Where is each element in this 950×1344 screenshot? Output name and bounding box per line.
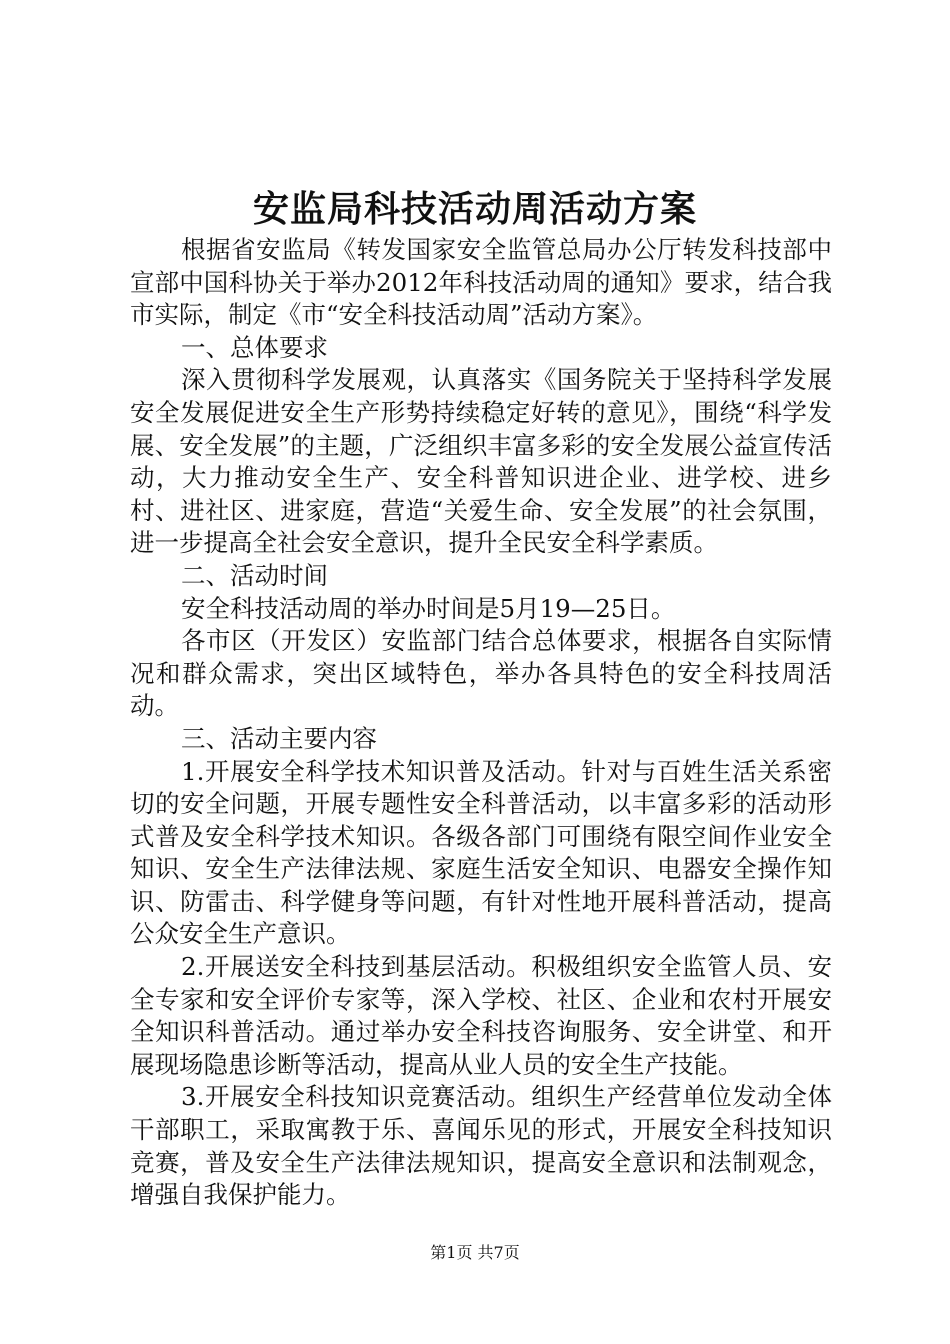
intro-paragraph: 根据省安监局《转发国家安全监管总局办公厅转发科技部中宣部中国科协关于举办2012年科技活动周的通知》要求，结合我市实际，制定《市“安全科技活动周”活动方案》。 — [130, 235, 832, 330]
document-title: 安监局科技活动周活动方案 — [252, 188, 697, 230]
document-body — [130, 234, 832, 1212]
section-heading-main-content: 三、活动主要内容 — [181, 723, 377, 753]
content-item-3: 3.开展安全科技知识竞赛活动。组织生产经营单位发动全体干部职工，采取寓教于乐、喜闻乐见的形式，开展安全科技知识竞赛，普及安全生产法律法规知识，提高安全意识和法制观念，增强自我保护能力。 — [130, 1082, 832, 1210]
page-number-footer: 第1页 共7页 — [430, 1243, 520, 1262]
content-item-2: 2.开展送安全科技到基层活动。积极组织安全监管人员、安全专家和安全评价专家等，深入学校、社区、企业和农村开展安全知识科普活动。通过举办安全科技咨询服务、安全讲堂、和开展现场隐患诊断等活动，提高从业人员的安全生产技能。 — [130, 952, 832, 1079]
section-heading-general-requirements: 一、总体要求 — [181, 332, 328, 362]
section-heading-activity-time: 二、活动时间 — [181, 560, 328, 590]
activity-time-paragraph: 安全科技活动周的举办时间是5月19—25日。 — [181, 593, 676, 623]
content-item-1: 1.开展安全科学技术知识普及活动。针对与百姓生活关系密切的安全问题，开展专题性安全科普活动，以丰富多彩的活动形式普及安全科学技术知识。各级各部门可围绕有限空间作业安全知识、安全生产法律法规、家庭生活安全知识、电器安全操作知识、防雷击、科学健身等问题，有针对性地开展科普活动，提高公众安全生产意识。 — [130, 756, 832, 949]
general-requirements-paragraph: 深入贯彻科学发展观，认真落实《国务院关于坚持科学发展安全发展促进安全生产形势持续稳定好转的意见》，围绕“科学发展、安全发展”的主题，广泛组织丰富多彩的安全发展公益宣传活动，大力推动安全生产、安全科普知识进企业、进学校、进乡村、进社区、进家庭，营造“关爱生命、安全发展”的社会氛围，进一步提高全社会安全意识，提升全民安全科学素质。 — [130, 365, 832, 558]
district-activities-paragraph: 各市区（开发区）安监部门结合总体要求，根据各自实际情况和群众需求，突出区域特色，举办各具特色的安全科技周活动。 — [130, 626, 832, 721]
